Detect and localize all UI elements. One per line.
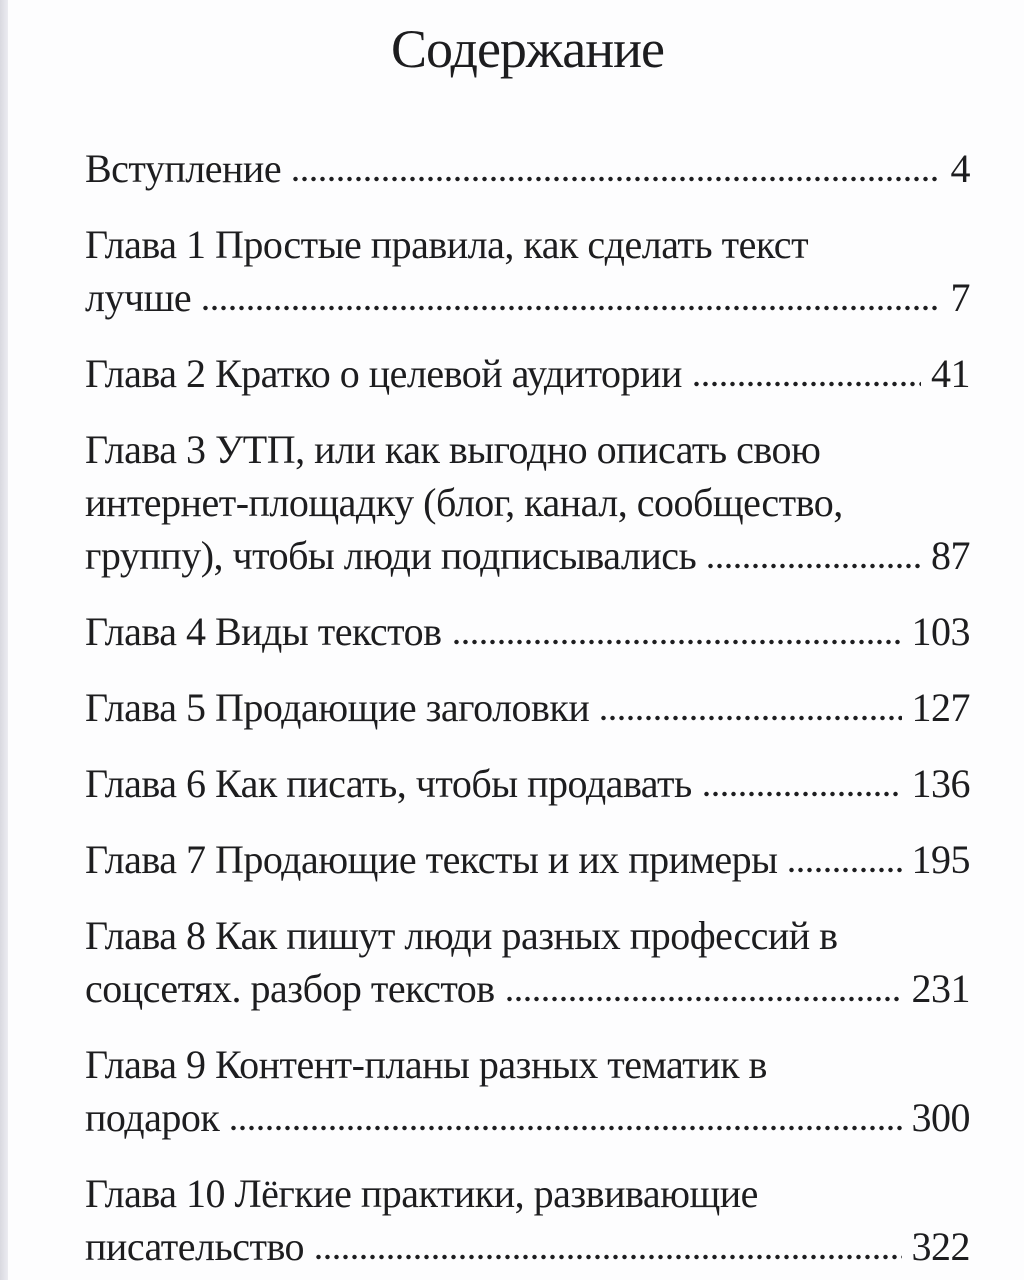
entry-last-line (85, 1091, 970, 1144)
dot-leader (229, 1125, 901, 1131)
toc-entry (85, 757, 970, 810)
page-number: 231 (911, 966, 970, 1011)
entry-text: Глава 7 Продающие тексты и их примеры (85, 837, 778, 882)
entry-text: Глава 10 Лёгкие практики, развивающие (85, 1171, 758, 1216)
toc-entry (85, 142, 970, 195)
toc-entry (85, 347, 970, 400)
entry-text: Глава 8 Как пишут люди разных профессий в (85, 913, 838, 958)
entry-last-line (85, 962, 970, 1015)
dot-leader (314, 1254, 901, 1260)
toc-entry (85, 833, 970, 886)
entry-text: интернет-площадку (блог, канал, сообщество, (85, 480, 843, 525)
dot-leader (599, 715, 901, 721)
dot-leader (201, 305, 940, 311)
toc-list (85, 142, 970, 1273)
page-number: 4 (950, 146, 970, 191)
entry-text: Глава 1 Простые правила, как сделать текст (85, 222, 809, 267)
dot-leader (452, 639, 902, 645)
dot-leader (706, 563, 921, 569)
toc-entry (85, 423, 970, 582)
entry-last-line (85, 271, 970, 324)
entry-text: Глава 3 УТП, или как выгодно описать свою (85, 427, 821, 472)
page-number: 87 (931, 533, 970, 578)
entry-text: Глава 5 Продающие заголовки (85, 685, 590, 730)
page-number: 195 (911, 837, 970, 882)
page-number: 136 (911, 761, 970, 806)
page-number: 322 (911, 1224, 970, 1269)
entry-text: Глава 9 Контент-планы разных тематик в (85, 1042, 767, 1087)
dot-leader (692, 381, 921, 387)
entry-text: Глава 4 Виды текстов (85, 609, 442, 654)
dot-leader (787, 867, 901, 873)
page-edge-strip (0, 0, 8, 1280)
page-number: 127 (911, 685, 970, 730)
entry-text: группу), чтобы люди подписывались (85, 533, 697, 578)
entry-text: лучше (85, 275, 192, 320)
entry-last-line (85, 833, 970, 886)
entry-text: писательство (85, 1224, 305, 1269)
entry-last-line (85, 142, 970, 195)
page-title: Содержание (391, 19, 664, 79)
toc-entry (85, 1038, 970, 1144)
entry-text: подарок (85, 1095, 220, 1140)
entry-text: Вступление (85, 146, 282, 191)
entry-last-line (85, 681, 970, 734)
dot-leader (291, 176, 940, 182)
toc-entry (85, 218, 970, 324)
toc-entry (85, 605, 970, 658)
page-number: 7 (950, 275, 970, 320)
entry-last-line (85, 347, 970, 400)
entry-last-line (85, 605, 970, 658)
entry-text: Глава 6 Как писать, чтобы продавать (85, 761, 692, 806)
dot-leader (505, 996, 902, 1002)
page-number: 103 (911, 609, 970, 654)
dot-leader (702, 791, 902, 797)
toc-entry (85, 1167, 970, 1273)
page-number: 300 (911, 1095, 970, 1140)
toc-entry (85, 909, 970, 1015)
toc-entry (85, 681, 970, 734)
entry-last-line (85, 529, 970, 582)
entry-last-line (85, 1220, 970, 1273)
entry-text: соцсетях. разбор текстов (85, 966, 495, 1011)
page-number: 41 (931, 351, 970, 396)
entry-last-line (85, 757, 970, 810)
entry-text: Глава 2 Кратко о целевой аудитории (85, 351, 682, 396)
